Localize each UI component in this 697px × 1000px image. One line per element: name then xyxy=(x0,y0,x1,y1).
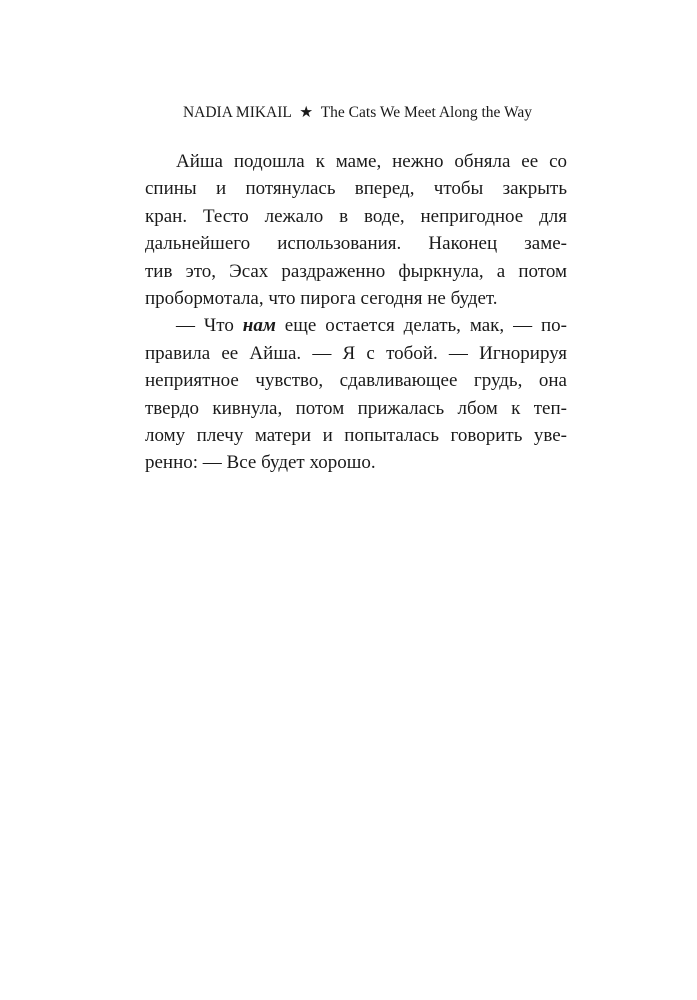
text-line xyxy=(145,312,567,339)
text-line: правила ее Айша. — Я с тобой. — Игнорируя xyxy=(145,342,567,364)
text-line: Айша подошла к маме, нежно обняла ее со xyxy=(176,151,567,172)
star-icon: ★ xyxy=(299,104,314,121)
text-segment: еще остается делать, мак, — по- xyxy=(284,315,568,337)
dialogue-dash-text: — Что xyxy=(176,315,234,337)
text-line: дальнейшего использования. Наконец заме- xyxy=(145,233,567,255)
text-line: неприятное чувство, сдавливающее грудь, она xyxy=(145,370,567,392)
text-line: спины и потянулась вперед, чтобы закрыть xyxy=(145,178,567,200)
body-text xyxy=(145,148,567,477)
text-line: пробормотала, что пирога сегодня не будет. xyxy=(145,287,498,309)
text-line: кран. Тесто лежало в воде, непригодное для xyxy=(145,205,567,227)
text-line: тив это, Эсах раздраженно фыркнула, а потом xyxy=(145,260,567,282)
text-line: ренно: — Все будет хорошо. xyxy=(145,452,376,474)
running-header xyxy=(145,103,570,122)
text-line: лому плечу матери и попыталась говорить уве- xyxy=(145,424,567,446)
emphasized-word: нам xyxy=(242,315,276,337)
text-line: твердо кивнула, потом прижалась лбом к теп- xyxy=(145,397,567,419)
header-author: NADIA MIKAIL xyxy=(182,104,292,121)
header-book-title: The Cats We Meet Along the Way xyxy=(320,104,533,121)
